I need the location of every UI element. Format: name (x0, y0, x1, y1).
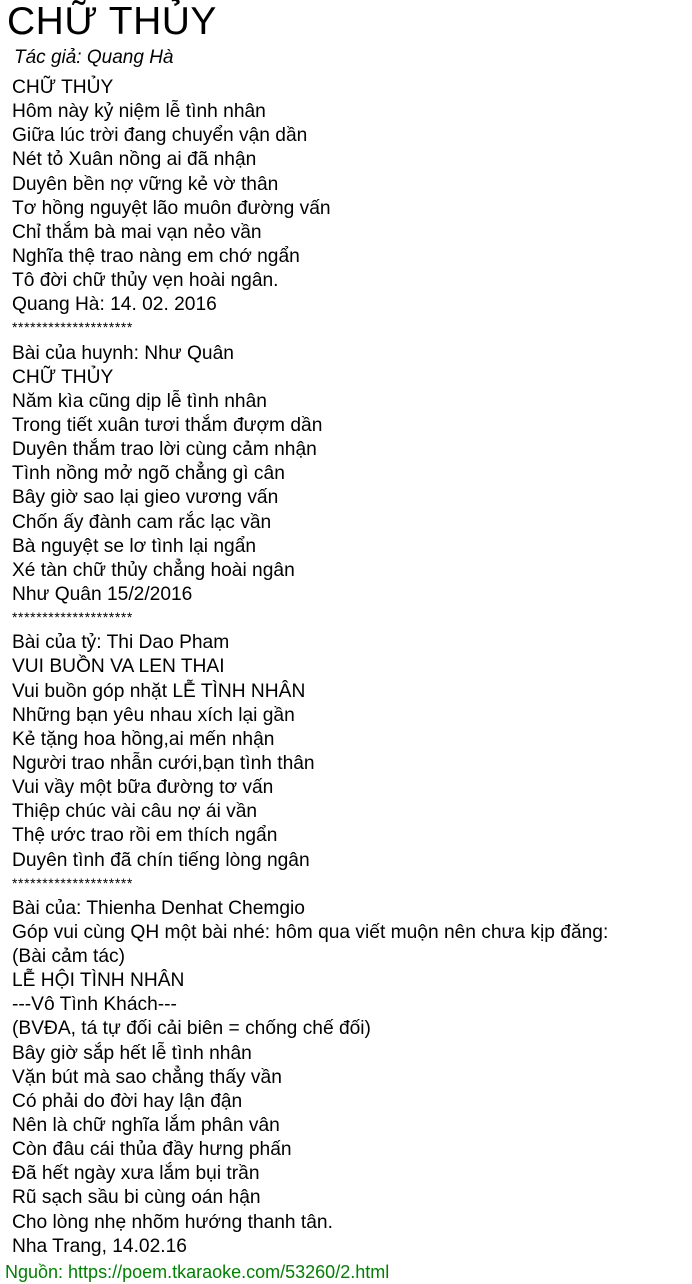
poem-line: Đã hết ngày xưa lắm bụi trần (12, 1163, 260, 1185)
poem-line: Nét tỏ Xuân nồng ai đã nhận (12, 149, 257, 171)
poem-line: Vui buồn góp nhặt LỄ TÌNH NHÂN (12, 680, 306, 702)
poem-line: Thiệp chúc vài câu nợ ái vần (12, 801, 258, 823)
poem-line: Bây giờ sắp hết lễ tình nhân (12, 1042, 252, 1064)
poem-line: (BVĐA, tá tự đối cải biên = chống chế đối) (12, 1018, 371, 1040)
poem-line: Năm kìa cũng dịp lễ tình nhân (12, 390, 267, 412)
poem-line: Góp vui cùng QH một bài nhé: hôm qua viết muộn nên chưa kịp đăng: (12, 921, 609, 943)
poem-line: Trong tiết xuân tươi thắm đượm dần (12, 414, 323, 436)
poem-line: Quang Hà: 14. 02. 2016 (12, 294, 217, 316)
poem-line: Rũ sạch sầu bi cùng oán hận (12, 1187, 261, 1209)
poem-line: Chốn ấy đành cam rắc lạc vần (12, 511, 272, 533)
poem-line: Vặn bút mà sao chẳng thấy vần (12, 1066, 282, 1088)
poem-line: Bài của: Thienha Denhat Chemgio (12, 897, 305, 919)
poem-line: Nha Trang, 14.02.16 (12, 1235, 187, 1257)
poem-line: Tình nồng mở ngõ chẳng gì cân (12, 463, 285, 485)
poem-line: Duyên tình đã chín tiếng lòng ngân (12, 849, 310, 871)
poem-content (12, 76, 688, 1259)
poem-line: Tô đời chữ thủy vẹn hoài ngân. (12, 270, 279, 292)
poem-line: CHỮ THỦY (12, 77, 114, 98)
separator-line: ******************** (12, 609, 133, 626)
poem-line: Hôm này kỷ niệm lễ tình nhân (12, 101, 266, 123)
poem-line: Kẻ tặng hoa hồng,ai mến nhận (12, 728, 275, 750)
poem-line: Duyên thắm trao lời cùng cảm nhận (12, 439, 317, 461)
poem-line: Có phải do đời hay lận đận (12, 1090, 243, 1112)
author-line: Tác giả: Quang Hà (14, 47, 174, 68)
poem-line: Còn đâu cái thủa đầy hưng phấn (12, 1139, 292, 1161)
poem-line: LỄ HỘI TÌNH NHÂN (12, 970, 185, 992)
poem-line: VUI BUỒN VA LEN THAI (12, 656, 225, 678)
poem-line: Như Quân 15/2/2016 (12, 583, 193, 605)
poem-line: Chỉ thắm bà mai vạn nẻo vần (12, 221, 262, 243)
poem-line: CHỮ THỦY (12, 366, 114, 388)
poem-line: Người trao nhẫn cưới,bạn tình thân (12, 752, 315, 774)
separator-line: ******************** (12, 874, 133, 891)
poem-line: Thệ ước trao rồi em thích ngẩn (12, 825, 278, 847)
page-title: CHỮ THỦY (7, 0, 217, 43)
poem-line: Nghĩa thệ trao nàng em chớ ngẩn (12, 245, 300, 267)
poem-line: Tơ hồng nguyệt lão muôn đường vấn (12, 197, 331, 219)
source-link[interactable]: Nguồn: https://poem.tkaraoke.com/53260/2.html (5, 1262, 390, 1282)
poem-line: Những bạn yêu nhau xích lại gần (12, 704, 295, 726)
poem-line: Bà nguyệt se lơ tình lại ngẩn (12, 535, 257, 557)
poem-line: Cho lòng nhẹ nhõm hướng thanh tân. (12, 1211, 333, 1233)
poem-line: (Bài cảm tác) (12, 946, 126, 968)
poem-line: Xé tàn chữ thủy chẳng hoài ngân (12, 559, 295, 581)
poem-line: Bây giờ sao lại gieo vương vấn (12, 487, 279, 509)
poem-line: Nên là chữ nghĩa lắm phân vân (12, 1115, 280, 1137)
poem-line: Bài của huynh: Như Quân (12, 342, 234, 364)
poem-line: Vui vầy một bữa đường tơ vấn (12, 777, 274, 799)
separator-line: ******************** (12, 319, 133, 336)
poem-line: Duyên bền nợ vững kẻ vờ thân (12, 173, 279, 195)
poem-line: Giữa lúc trời đang chuyển vận dần (12, 125, 308, 147)
poem-line: Bài của tỷ: Thi Dao Pham (12, 632, 230, 654)
poem-line: ---Vô Tình Khách--- (12, 994, 177, 1016)
